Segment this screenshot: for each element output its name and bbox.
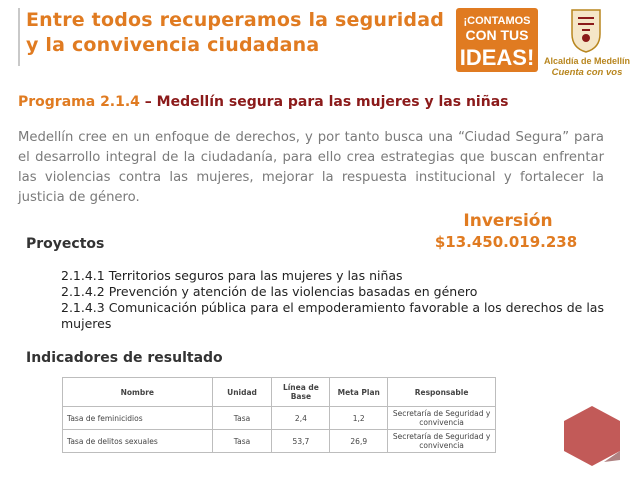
- program-description: Medellín cree en un enfoque de derechos, y por tanto busca una “Ciudad Segura” para el desarrollo integral de la ciudadanía, para ello crea estrategias que buscan enfrentar las violencias contra las mujeres, mejorar la respuesta institucional y fortalecer la justicia de género.: [18, 130, 604, 205]
- project-item: 2.1.4.1 Territorios seguros para las mujeres y las niñas: [61, 268, 403, 283]
- investment-label: Inversión: [463, 211, 553, 231]
- project-item: 2.1.4.3 Comunicación pública para el empoderamiento favorable a los derechos de las mujeres: [61, 300, 604, 331]
- indicators-table: [62, 377, 496, 453]
- municipal-logo-line-1: Alcaldía de Medellín: [543, 56, 631, 66]
- column-header-meta-plan: Meta Plan: [330, 378, 388, 407]
- ideas-logo-line-2: CON TUS: [465, 27, 529, 43]
- column-header-unidad: Unidad: [212, 378, 272, 407]
- cell-unidad: Tasa: [212, 430, 272, 453]
- table-header-row: [63, 378, 496, 407]
- column-header-nombre: Nombre: [63, 378, 213, 407]
- projects-heading: Proyectos: [26, 236, 105, 252]
- cell-meta-plan: 1,2: [330, 407, 388, 430]
- municipal-logo-line-2: Cuenta con vos: [551, 67, 623, 76]
- table-row: [63, 407, 496, 430]
- column-header-linea-base: Línea de Base: [272, 378, 330, 407]
- cell-responsable: Secretaría de Seguridad y convivencia: [388, 407, 496, 430]
- cell-meta-plan: 26,9: [330, 430, 388, 453]
- indicators-heading: Indicadores de resultado: [26, 350, 223, 366]
- cell-responsable: Secretaría de Seguridad y convivencia: [388, 430, 496, 453]
- program-title: [18, 94, 508, 110]
- cell-linea-base: 2,4: [272, 407, 330, 430]
- cell-linea-base: 53,7: [272, 430, 330, 453]
- page-title-line-1: Entre todos recuperamos la seguridad: [26, 9, 445, 31]
- alcaldia-medellin-logo: [542, 6, 632, 76]
- ideas-logo-line-3: IDEAS!: [459, 45, 535, 70]
- cell-unidad: Tasa: [212, 407, 272, 430]
- contamos-con-tus-ideas-logo: [456, 8, 538, 72]
- decorative-hexagon-icon: [560, 404, 624, 468]
- page-title-line-2: y la convivencia ciudadana: [26, 34, 320, 56]
- project-item: 2.1.4.2 Prevención y atención de las violencias basadas en género: [61, 284, 478, 299]
- projects-list: [61, 268, 621, 332]
- table-row: [63, 430, 496, 453]
- cell-nombre: Tasa de feminicidios: [63, 407, 213, 430]
- investment-value: $13.450.019.238: [434, 233, 578, 251]
- program-name: – Medellín segura para las mujeres y las niñas: [139, 94, 509, 110]
- column-header-responsable: Responsable: [388, 378, 496, 407]
- cell-nombre: Tasa de delitos sexuales: [63, 430, 213, 453]
- ideas-logo-line-1: ¡CONTAMOS: [463, 15, 531, 27]
- program-code: Programa 2.1.4: [18, 94, 140, 110]
